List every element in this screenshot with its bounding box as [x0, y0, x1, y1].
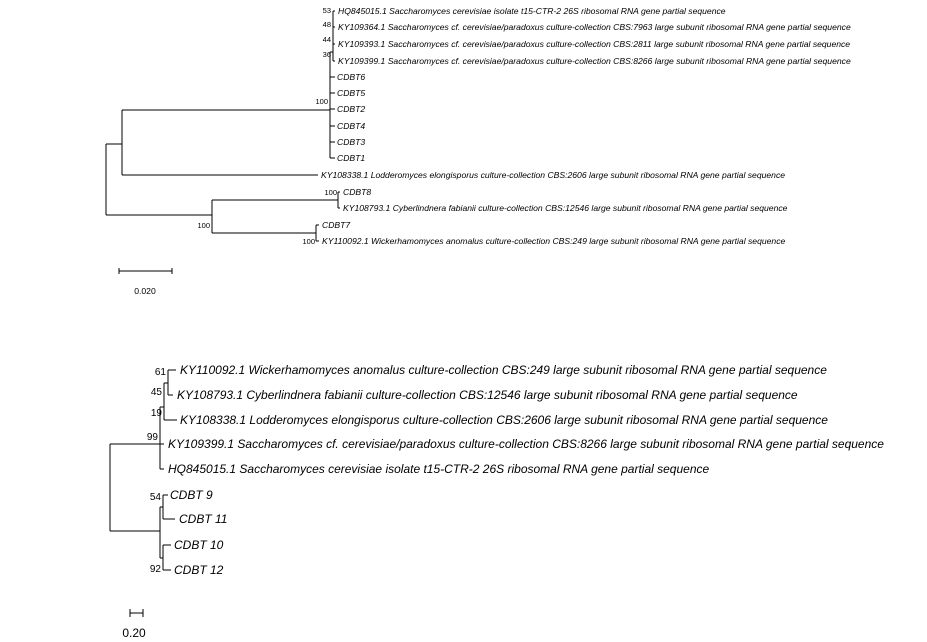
bootstrap-value: 54	[149, 492, 161, 503]
taxon-label: KY108338.1 Lodderomyces elongisporus culture-collection CBS:2606 large subunit ribosomal RNA gene partial sequence	[180, 413, 828, 427]
taxon-label: KY109399.1 Saccharomyces cf. cerevisiae/paradoxus culture-collection CBS:8266 large subunit ribosomal RNA gene partial sequence	[168, 437, 884, 451]
bootstrap-value: 36	[322, 50, 331, 59]
scale-bar-label: 0.20	[122, 626, 146, 640]
taxon-label: KY108793.1 Cyberlindnera fabianii culture-collection CBS:12546 large subunit ribosomal RNA gene partial sequence	[343, 203, 788, 213]
taxon-label: CDBT5	[337, 88, 366, 98]
taxon-label: KY110092.1 Wickerhamomyces anomalus culture-collection CBS:249 large subunit ribosomal RNA gene partial sequence	[180, 363, 827, 377]
bootstrap-value: 100	[324, 188, 337, 197]
taxon-label: CDBT 9	[170, 488, 213, 502]
taxon-label: KY108793.1 Cyberlindnera fabianii culture-collection CBS:12546 large subunit ribosomal RNA gene partial sequence	[177, 388, 798, 402]
bootstrap-value: 100	[197, 221, 210, 230]
tree-1	[106, 6, 851, 296]
scale-bar-label: 0.020	[134, 286, 156, 296]
taxon-label: KY108338.1 Lodderomyces elongisporus culture-collection CBS:2606 large subunit ribosomal RNA gene partial sequence	[321, 170, 786, 180]
taxon-label: CDBT 12	[174, 563, 224, 577]
tree-1-scale-bar	[119, 268, 172, 296]
taxon-label: CDBT1	[337, 153, 366, 163]
bootstrap-value: 99	[146, 432, 158, 443]
bootstrap-value: 44	[322, 35, 331, 44]
taxon-label: KY109393.1 Saccharomyces cf. cerevisiae/paradoxus culture-collection CBS:2811 large subunit ribosomal RNA gene partial sequence	[338, 39, 851, 49]
tree-1-branches	[106, 11, 340, 241]
taxon-label: HQ845015.1 Saccharomyces cerevisiae isolate t15-CTR-2 26S ribosomal RNA gene partial sequence	[168, 462, 710, 476]
taxon-label: CDBT3	[337, 137, 366, 147]
taxon-label: KY110092.1 Wickerhamomyces anomalus culture-collection CBS:249 large subunit ribosomal RNA gene partial sequence	[322, 236, 786, 246]
taxon-label: KY109399.1 Saccharomyces cf. cerevisiae/paradoxus culture-collection CBS:8266 large subunit ribosomal RNA gene partial sequence	[338, 56, 851, 66]
bootstrap-value: 61	[154, 367, 166, 378]
taxon-label: CDBT8	[343, 187, 372, 197]
taxon-label: CDBT 11	[179, 512, 228, 526]
tree-2	[110, 363, 884, 640]
bootstrap-value: 92	[149, 564, 161, 575]
taxon-label: CDBT6	[337, 72, 366, 82]
taxon-label: CDBT 10	[174, 538, 224, 552]
bootstrap-value: 100	[302, 237, 315, 246]
bootstrap-value: 100	[315, 97, 328, 106]
taxon-label: HQ845015.1 Saccharomyces cerevisiae isolate t15-CTR-2 26S ribosomal RNA gene partial sequence	[338, 6, 726, 16]
taxon-label: CDBT7	[322, 220, 351, 230]
bootstrap-value: 53	[322, 6, 331, 15]
bootstrap-value: 19	[150, 408, 162, 419]
tree-2-branches	[110, 370, 177, 570]
taxon-label: CDBT2	[337, 104, 366, 114]
tree-2-scale-bar	[122, 609, 146, 640]
bootstrap-value: 45	[150, 387, 162, 398]
bootstrap-value: 48	[322, 20, 331, 29]
taxon-label: KY109364.1 Saccharomyces cf. cerevisiae/paradoxus culture-collection CBS:7963 large subunit ribosomal RNA gene partial sequence	[338, 22, 851, 32]
taxon-label: CDBT4	[337, 121, 366, 131]
